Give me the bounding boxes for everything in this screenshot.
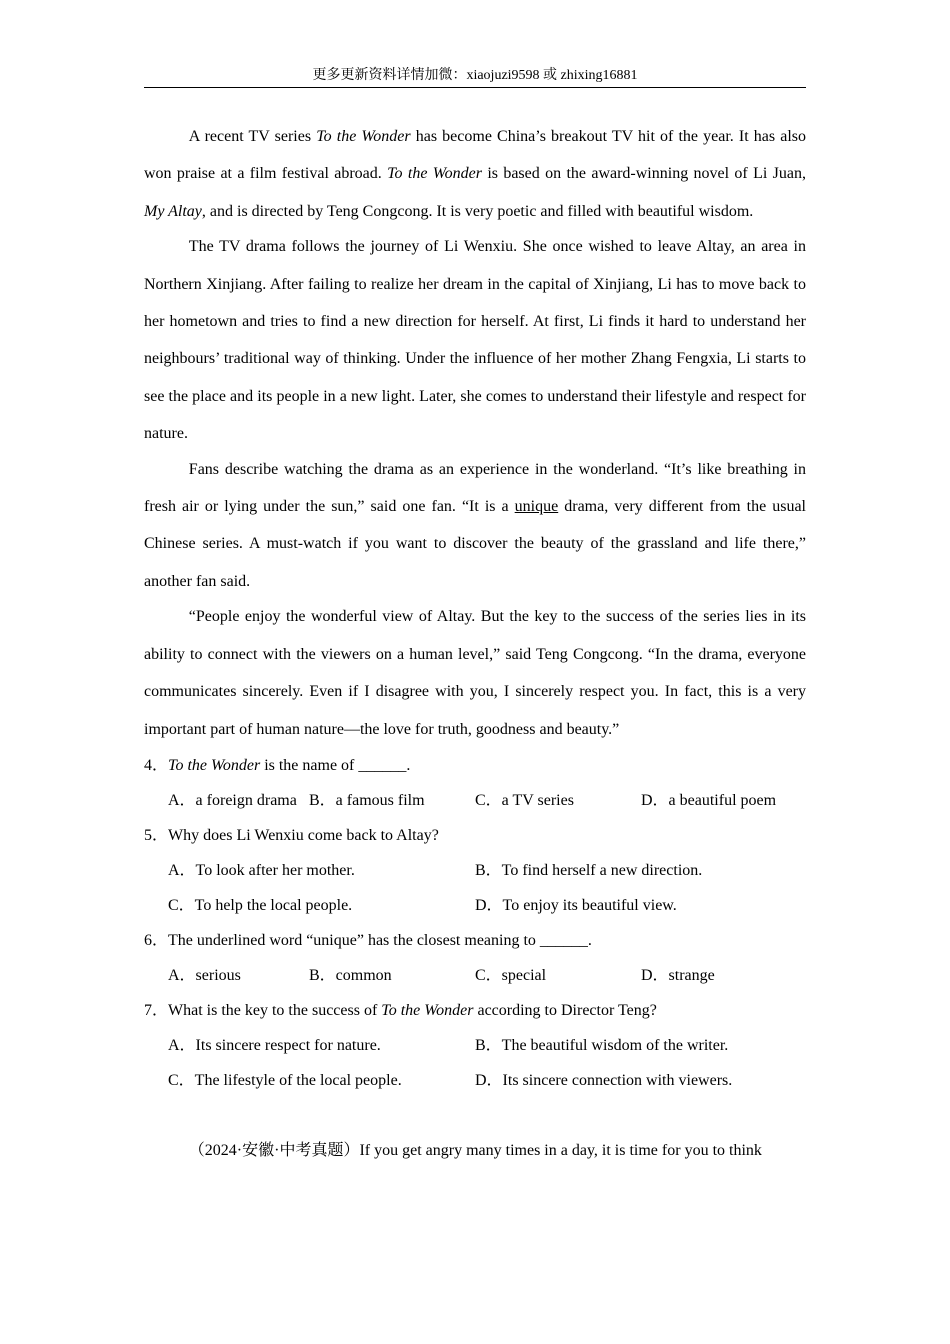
option-b[interactable]: B．a famous film — [309, 791, 425, 809]
question-5 — [144, 818, 806, 853]
page-header: 更多更新资料详情加微：xiaojuzi9598 或 zhixing16881 — [312, 68, 638, 83]
question-number: 4． — [144, 756, 169, 774]
option-b[interactable]: B．The beautiful wisdom of the writer. — [475, 1036, 729, 1054]
option-a[interactable]: A．To look after her mother. — [168, 861, 355, 879]
italic-title: My Altay — [144, 202, 202, 220]
italic-title: To the Wonder — [168, 756, 261, 774]
passage-paragraph-4: “People enjoy the wonderful view of Altay. But the key to the success of the series lies in its ability to connect with the viewers on a human level,” said Teng Congcong. “In the drama, everyone communicates sincerely. Even if I disagree with you, I sincerely respect you. In fact, this is a very important part of human nature—the love for truth, goodness and beauty.” — [144, 608, 806, 738]
question-text: Why does Li Wenxiu come back to Altay? — [168, 826, 439, 844]
option-b[interactable]: B．common — [309, 966, 392, 984]
question-number: 6． — [144, 931, 169, 949]
question-text: according to Director Teng? — [473, 1001, 657, 1019]
question-5-options-row-1 — [144, 853, 806, 888]
text-run: has become China’s breakout TV hit of the year. It has also won praise at a film festival abroad. — [144, 128, 806, 183]
question-number: 7． — [144, 1001, 169, 1019]
option-c[interactable]: C．The lifestyle of the local people. — [168, 1071, 402, 1089]
underlined-word: unique — [514, 498, 559, 516]
option-d[interactable]: D．To enjoy its beautiful view. — [475, 896, 677, 914]
question-7-options-row-1 — [144, 1028, 806, 1063]
question-7-options-row-2 — [144, 1063, 806, 1098]
text-run: Fans describe watching the drama as an experience in the wonderland. “It’s like breathing in fresh air or lying under the sun,” said one fan. “It is a — [144, 460, 806, 516]
passage-paragraph-3 — [144, 451, 806, 601]
option-c[interactable]: C．To help the local people. — [168, 896, 353, 914]
option-d[interactable]: D．a beautiful poem — [641, 791, 777, 809]
question-4 — [144, 748, 806, 783]
question-text: is the name of ______. — [260, 756, 411, 774]
italic-title: To the Wonder — [316, 128, 411, 145]
italic-title: To the Wonder — [381, 1001, 474, 1019]
option-a[interactable]: A．serious — [168, 966, 241, 984]
option-d[interactable]: D．Its sincere connection with viewers. — [475, 1071, 733, 1089]
option-a[interactable]: A．Its sincere respect for nature. — [168, 1036, 381, 1054]
passage-paragraph-2: The TV drama follows the journey of Li Wenxiu. She once wished to leave Altay, an area in Northern Xinjiang. After failing to realize her dream in the capital of Xinjiang, Li has to move back to her hometown and tries to find a new direction for herself. At first, Li finds it hard to understand her neighbours’ traditional way of thinking. Under the influence of her mother Zhang Fengxia, Li starts to see the place and its people in a new light. Later, she comes to understand their lifestyle and respect for nature. — [144, 238, 806, 443]
question-6-options — [144, 958, 806, 993]
option-a[interactable]: A．a foreign drama — [168, 791, 297, 809]
option-c[interactable]: C．a TV series — [475, 791, 574, 809]
option-b[interactable]: B．To find herself a new direction. — [475, 861, 703, 879]
question-number: 5． — [144, 826, 169, 844]
option-c[interactable]: C．special — [475, 966, 547, 984]
question-7 — [144, 993, 806, 1028]
header-rule — [144, 87, 806, 88]
question-4-options — [144, 783, 806, 818]
question-5-options-row-2 — [144, 888, 806, 923]
next-passage-intro: （2024·安徽·中考真题）If you get angry many times in a day, it is time for you to think — [188, 1141, 762, 1159]
option-d[interactable]: D．strange — [641, 966, 715, 984]
italic-title: To the Wonder — [387, 165, 482, 183]
text-run: drama, very different from the usual Chinese series. A must-watch if you want to discover the beauty of the grassland and life there,” another fan said. — [144, 498, 806, 590]
text-run: , and is directed by Teng Congcong. It is very poetic and filled with beautiful wisdom. — [201, 202, 754, 220]
question-text: The underlined word “unique” has the closest meaning to ______. — [168, 931, 592, 949]
question-text: What is the key to the success of — [168, 1001, 382, 1019]
document-body — [144, 118, 806, 1168]
text-run: A recent TV series — [188, 128, 317, 145]
passage-paragraph-1 — [144, 118, 806, 230]
text-run: is based on the award-winning novel of Li Juan, — [481, 165, 806, 183]
question-6 — [144, 923, 806, 958]
